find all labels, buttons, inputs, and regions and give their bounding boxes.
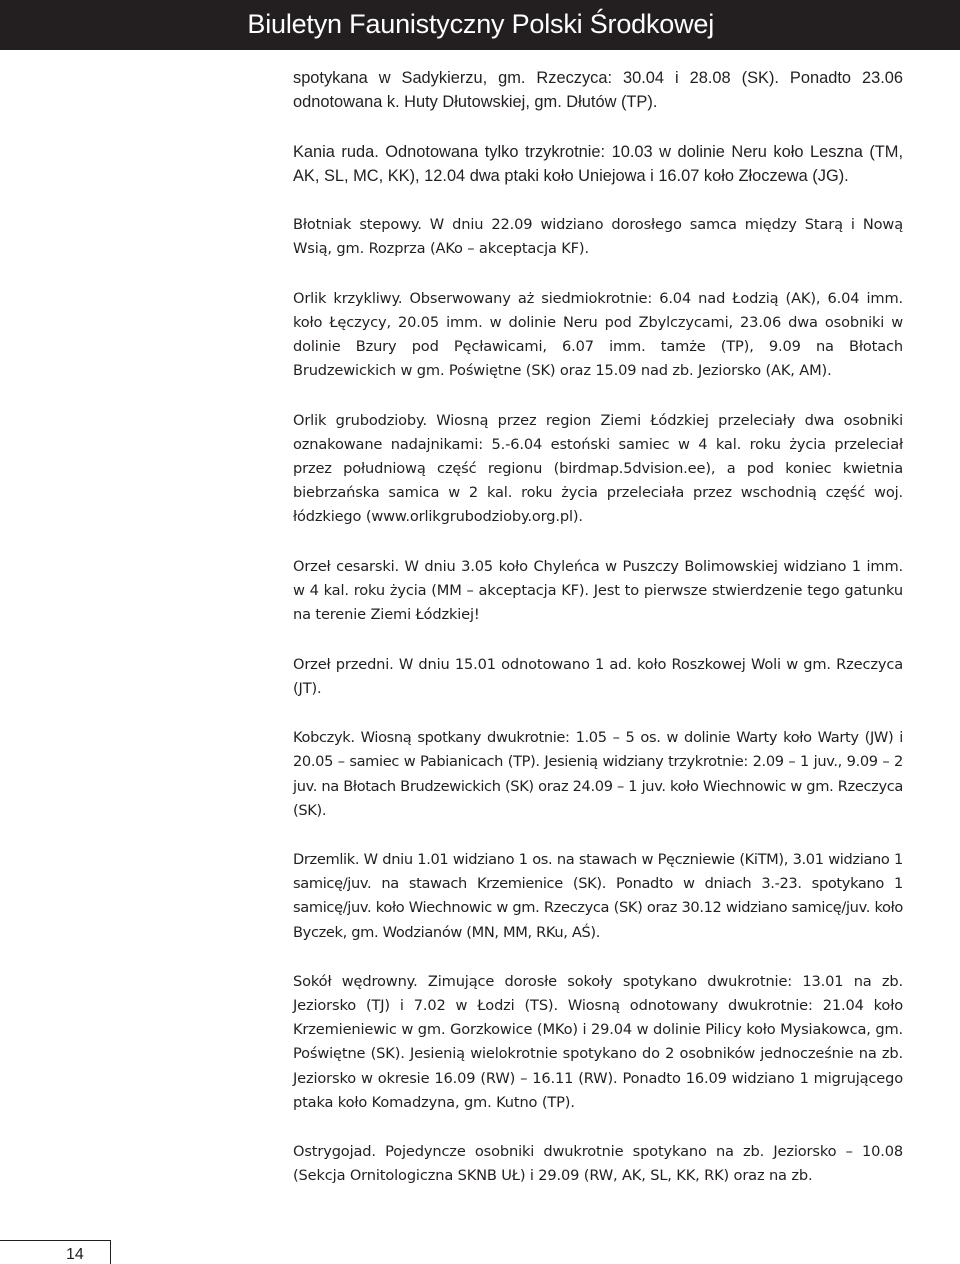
paragraph-orlik-grubodzioby: Orlik grubodzioby. Wiosną przez region Ziemi Łódzkiej przeleciały dwa osobniki oznakowane nadajnikami: 5.-6.04 estoński samiec w 4 kal. roku życia przeleciał przez południową część regionu (birdmap.5dvision.ee), a pod koniec kwietnia biebrzańska samica w 2 kal. roku życia przeleciała przez wschodnią część woj. łódzkiego (www.orlikgrubodzioby.org.pl). — [293, 411, 903, 526]
paragraph-kobczyk: Kobczyk. Wiosną spotkany dwukrotnie: 1.05 – 5 os. w dolinie Warty koło Warty (JW) i 20.05 – samiec w Pabianicach (TP). Jesienią widziany trzykrotnie: 2.09 – 1 juv., 9.09 – 2 juv. na Błotach Brudzewickich (SK) oraz 24.09 – 1 juv. koło Wiechnowic w gm. Rzeczyca (SK). — [293, 729, 903, 819]
footer-rule-vertical — [110, 1240, 111, 1264]
paragraph-sokol-wedrowny: Sokół wędrowny. Zimujące dorosłe sokoły spotykano dwukrotnie: 13.01 na zb. Jeziorsko (TJ) i 7.02 w Łodzi (TS). Wiosną odnotowany dwukrotnie: 21.04 koło Krzemieniewic w gm. Gorzkowice (MKo) i 29.04 w dolinie Pilicy koło Mysiakowca, gm. Poświętne (SK). Jesienią wielokrotnie spotykano do 2 osobników jednocześnie na zb. Jeziorsko w okresie 16.09 (RW) – 16.11 (RW). Ponadto 16.09 widziano 1 migrującego ptaka koło Komadzyna, gm. Kutno (TP). — [293, 973, 903, 1111]
paragraph-drzemlik: Drzemlik. W dniu 1.01 widziano 1 os. na stawach w Pęczniewie (KiTM), 3.01 widziano 1 samicę/juv. na stawach Krzemienice (SK). Ponadto w dniach 3.-23. spotykano 1 samicę/juv. koło Wiechnowic w gm. Rzeczyca (SK) oraz 30.12 widziano samicę/juv. koło Byczek, gm. Wodzianów (MN, MM, RKu, AŚ). — [293, 851, 903, 941]
paragraph-blotniak-stepowy: Błotniak stepowy. W dniu 22.09 widziano dorosłego samca między Starą i Nową Wsią, gm. Rozprza (AKo – akceptacja KF). — [293, 216, 903, 258]
page-number: 14 — [66, 1246, 84, 1263]
paragraph-orzel-cesarski: Orzeł cesarski. W dniu 3.05 koło Chyleńca w Puszczy Bolimowskiej widziano 1 imm. w 4 kal. roku życia (MM – akceptacja KF). Jest to pierwsze stwierdzenie tego gatunku na terenie Ziemi Łódzkiej! — [293, 557, 903, 624]
paragraph-continuation: spotykana w Sadykierzu, gm. Rzeczyca: 30.04 i 28.08 (SK). Ponadto 23.06 odnotowana k. Huty Dłutowskiej, gm. Dłutów (TP). — [293, 69, 903, 112]
journal-title: Biuletyn Faunistyczny Polski Środkowej — [247, 9, 714, 39]
article-body — [293, 66, 903, 1214]
paragraph-orzel-przedni: Orzeł przedni. W dniu 15.01 odnotowano 1 ad. koło Roszkowej Woli w gm. Rzeczyca (JT). — [293, 655, 903, 697]
paragraph-kania-ruda: Kania ruda. Odnotowana tylko trzykrotnie: 10.03 w dolinie Neru koło Leszna (TM, AK, SL, MC, KK), 12.04 dwa ptaki koło Uniejowa i 16.07 koło Złoczewa (JG). — [293, 142, 903, 185]
paragraph-ostrygojad: Ostrygojad. Pojedyncze osobniki dwukrotnie spotykano na zb. Jeziorsko – 10.08 (Sekcja Ornitologiczna SKNB UŁ) i 29.09 (RW, AK, SL, KK, RK) oraz na zb. — [293, 1143, 903, 1185]
header-bar — [0, 0, 960, 50]
paragraph-orlik-krzykliwy: Orlik krzykliwy. Obserwowany aż siedmiokrotnie: 6.04 nad Łodzią (AK), 6.04 imm. koło Łęczycy, 20.05 imm. w dolinie Neru pod Zbylczycami, 23.06 dwa osobniki w dolinie Bzury pod Pęcławicami, 6.07 imm. tamże (TP), 9.09 na Błotach Brudzewickich w gm. Poświętne (SK) oraz 15.09 nad zb. Jeziorsko (AK, AM). — [293, 290, 903, 380]
footer-rule-horizontal — [0, 1240, 110, 1241]
